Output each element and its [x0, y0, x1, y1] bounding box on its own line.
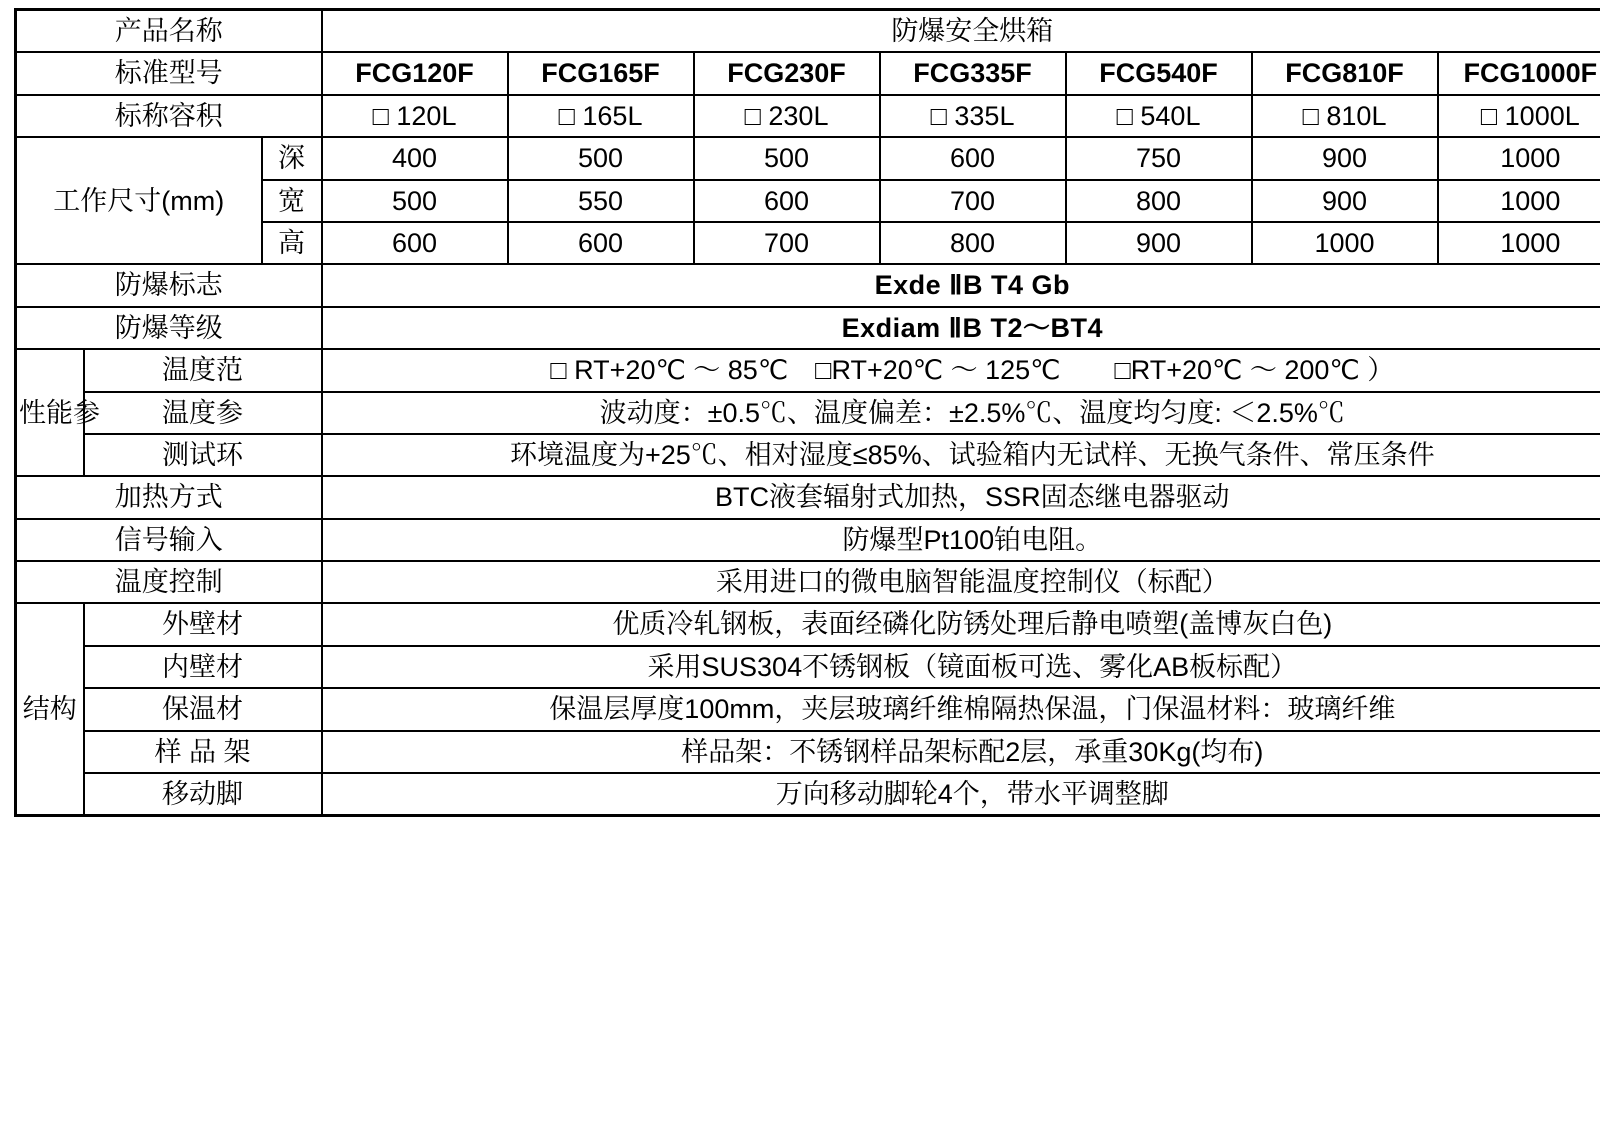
depth-cell: 750 [1066, 137, 1252, 179]
table-row-depth [16, 137, 1600, 179]
label-model: 标准型号 [16, 52, 322, 94]
value-heating: BTC液套辐射式加热，SSR固态继电器驱动 [322, 476, 1600, 518]
value-temp-param: 波动度：±0.5℃、温度偏差：±2.5%℃、温度均匀度: ＜2.5%℃ [322, 392, 1600, 434]
table-row-temp-param [16, 392, 1600, 434]
value-test-env: 环境温度为+25℃、相对湿度≤85%、试验箱内无试样、无换气条件、常压条件 [322, 434, 1600, 476]
label-inner-wall: 内壁材 [84, 646, 322, 688]
label-ex-level: 防爆等级 [16, 307, 322, 349]
depth-cell: 500 [694, 137, 880, 179]
depth-cell: 500 [508, 137, 694, 179]
model-cell: FCG230F [694, 52, 880, 94]
table-row-temp-range [16, 349, 1600, 391]
width-cell: 700 [880, 180, 1066, 222]
height-cell: 600 [322, 222, 508, 264]
table-row-signal [16, 519, 1600, 561]
width-cell: 1000 [1438, 180, 1600, 222]
label-product-name: 产品名称 [16, 10, 322, 53]
table-row-model [16, 52, 1600, 94]
table-row-heating [16, 476, 1600, 518]
label-volume: 标称容积 [16, 95, 322, 137]
label-temp-control: 温度控制 [16, 561, 322, 603]
table-row-volume [16, 95, 1600, 137]
specification-table [14, 8, 1600, 817]
label-signal: 信号输入 [16, 519, 322, 561]
table-row-sample-rack [16, 731, 1600, 773]
depth-cell: 400 [322, 137, 508, 179]
value-ex-level: Exdiam ⅡB T2～BT4 [322, 307, 1600, 349]
label-structure: 结构 [16, 603, 84, 815]
specification-table-container [14, 8, 1566, 817]
label-temp-param: 温度参 [84, 392, 322, 434]
value-casters: 万向移动脚轮4个，带水平调整脚 [322, 773, 1600, 816]
height-cell: 800 [880, 222, 1066, 264]
label-working-size: 工作尺寸(mm) [16, 137, 262, 264]
label-width: 宽 [262, 180, 322, 222]
width-cell: 800 [1066, 180, 1252, 222]
table-row-casters [16, 773, 1600, 816]
depth-cell: 600 [880, 137, 1066, 179]
model-cell: FCG335F [880, 52, 1066, 94]
volume-cell: □ 165L [508, 95, 694, 137]
height-cell: 600 [508, 222, 694, 264]
label-heating: 加热方式 [16, 476, 322, 518]
model-cell: FCG1000F [1438, 52, 1600, 94]
table-row-test-env [16, 434, 1600, 476]
model-cell: FCG540F [1066, 52, 1252, 94]
volume-cell: □ 335L [880, 95, 1066, 137]
value-temp-control: 采用进口的微电脑智能温度控制仪（标配） [322, 561, 1600, 603]
volume-cell: □ 810L [1252, 95, 1438, 137]
label-performance: 性能参 [16, 349, 84, 476]
table-row-insulation [16, 688, 1600, 730]
table-row-product-name [16, 10, 1600, 53]
width-cell: 900 [1252, 180, 1438, 222]
value-ex-mark: Exde ⅡB T4 Gb [322, 264, 1600, 306]
label-outer-wall: 外壁材 [84, 603, 322, 645]
height-cell: 1000 [1252, 222, 1438, 264]
value-insulation: 保温层厚度100mm，夹层玻璃纤维棉隔热保温，门保温材料：玻璃纤维 [322, 688, 1600, 730]
model-cell: FCG810F [1252, 52, 1438, 94]
width-cell: 500 [322, 180, 508, 222]
value-sample-rack: 样品架：不锈钢样品架标配2层，承重30Kg(均布) [322, 731, 1600, 773]
volume-cell: □ 1000L [1438, 95, 1600, 137]
label-insulation: 保温材 [84, 688, 322, 730]
value-product-name: 防爆安全烘箱 [322, 10, 1600, 53]
table-row-inner-wall [16, 646, 1600, 688]
table-row-ex-mark [16, 264, 1600, 306]
table-row-outer-wall [16, 603, 1600, 645]
height-cell: 700 [694, 222, 880, 264]
model-cell: FCG165F [508, 52, 694, 94]
depth-cell: 1000 [1438, 137, 1600, 179]
model-cell: FCG120F [322, 52, 508, 94]
value-inner-wall: 采用SUS304不锈钢板（镜面板可选、雾化AB板标配） [322, 646, 1600, 688]
volume-cell: □ 120L [322, 95, 508, 137]
depth-cell: 900 [1252, 137, 1438, 179]
value-outer-wall: 优质冷轧钢板，表面经磷化防锈处理后静电喷塑(盖博灰白色) [322, 603, 1600, 645]
label-sample-rack: 样 品 架 [84, 731, 322, 773]
volume-cell: □ 230L [694, 95, 880, 137]
value-temp-range: □ RT+20℃ ～ 85℃ □RT+20℃ ～ 125℃ □RT+20℃ ～ 200℃ ） [322, 349, 1600, 391]
volume-cell: □ 540L [1066, 95, 1252, 137]
height-cell: 1000 [1438, 222, 1600, 264]
table-row-ex-level [16, 307, 1600, 349]
value-signal: 防爆型Pt100铂电阻。 [322, 519, 1600, 561]
label-casters: 移动脚 [84, 773, 322, 816]
label-depth: 深 [262, 137, 322, 179]
label-test-env: 测试环 [84, 434, 322, 476]
width-cell: 600 [694, 180, 880, 222]
table-row-temp-control [16, 561, 1600, 603]
height-cell: 900 [1066, 222, 1252, 264]
label-height: 高 [262, 222, 322, 264]
label-temp-range: 温度范 [84, 349, 322, 391]
label-ex-mark: 防爆标志 [16, 264, 322, 306]
width-cell: 550 [508, 180, 694, 222]
